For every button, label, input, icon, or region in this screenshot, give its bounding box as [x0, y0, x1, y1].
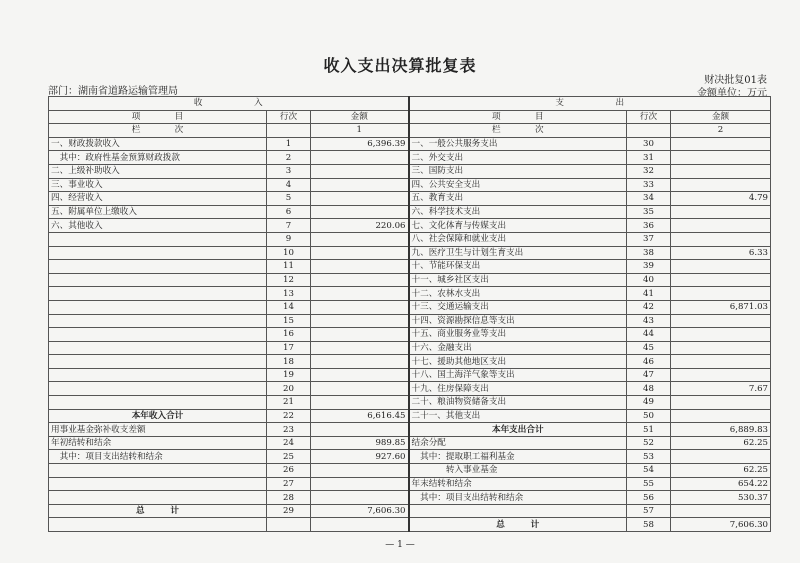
income-amount-cell	[311, 368, 409, 382]
expense-item-header: 项 目	[409, 110, 627, 124]
page-number: — 1 —	[385, 540, 415, 550]
income-name-cell	[49, 300, 267, 314]
income-name-cell: 本年收入合计	[49, 409, 267, 423]
expense-line-cell: 47	[627, 368, 671, 382]
expense-line-cell: 34	[627, 192, 671, 206]
income-line-cell: 10	[267, 246, 311, 260]
income-line-cell: 7	[267, 219, 311, 233]
expense-name-cell: 十八、国土海洋气象等支出	[409, 368, 627, 382]
expense-name-cell: 一、一般公共服务支出	[409, 137, 627, 151]
expense-name-cell: 七、文化体育与传媒支出	[409, 219, 627, 233]
expense-amount-cell	[671, 328, 771, 342]
expense-name-cell: 十七、援助其他地区支出	[409, 355, 627, 369]
income-name-cell: 二、上级补助收入	[49, 164, 267, 178]
expense-line-cell: 39	[627, 260, 671, 274]
table-row	[49, 355, 771, 369]
income-name-cell	[49, 464, 267, 478]
expense-name-cell: 三、国防支出	[409, 164, 627, 178]
expense-line-cell: 33	[627, 178, 671, 192]
budget-table	[48, 96, 771, 532]
expense-line-cell: 57	[627, 504, 671, 518]
table-row	[49, 423, 771, 437]
expense-name-cell: 二、外交支出	[409, 151, 627, 165]
income-line-cell: 13	[267, 287, 311, 301]
expense-name-cell: 十二、农林水支出	[409, 287, 627, 301]
table-row	[49, 368, 771, 382]
income-amount-cell	[311, 314, 409, 328]
table-row	[49, 409, 771, 423]
income-name-cell: 四、经营收入	[49, 192, 267, 206]
income-amount-cell	[311, 477, 409, 491]
income-line-cell: 29	[267, 504, 311, 518]
expense-amount-cell: 6.33	[671, 246, 771, 260]
income-name-cell	[49, 491, 267, 505]
expense-line-cell: 35	[627, 205, 671, 219]
table-row	[49, 232, 771, 246]
income-name-cell	[49, 328, 267, 342]
income-amount-cell	[311, 464, 409, 478]
income-name-cell	[49, 246, 267, 260]
income-line-cell: 2	[267, 151, 311, 165]
income-amount-cell	[311, 355, 409, 369]
table-row	[49, 464, 771, 478]
expense-line-cell: 44	[627, 328, 671, 342]
table-row	[49, 273, 771, 287]
income-line-cell: 20	[267, 382, 311, 396]
expense-name-cell: 四、公共安全支出	[409, 178, 627, 192]
income-amount-cell: 7,606.30	[311, 504, 409, 518]
form-code: 财决批复01表	[704, 75, 767, 86]
expense-amount-cell	[671, 504, 771, 518]
income-line-cell: 4	[267, 178, 311, 192]
expense-line-cell: 41	[627, 287, 671, 301]
expense-name-cell: 十五、商业服务业等支出	[409, 328, 627, 342]
expense-name-cell: 五、教育支出	[409, 192, 627, 206]
income-amount-cell	[311, 151, 409, 165]
income-header: 收 入	[49, 97, 409, 111]
table-row	[49, 450, 771, 464]
expense-name-cell: 结余分配	[409, 436, 627, 450]
income-name-cell: 一、财政拨款收入	[49, 137, 267, 151]
expense-amount-cell: 7,606.30	[671, 518, 771, 532]
table-row	[49, 246, 771, 260]
income-line-cell: 22	[267, 409, 311, 423]
expense-line-cell: 40	[627, 273, 671, 287]
expense-amount-cell: 6,889.83	[671, 423, 771, 437]
income-line-cell: 19	[267, 368, 311, 382]
income-name-cell: 三、事业收入	[49, 178, 267, 192]
expense-amount-cell	[671, 178, 771, 192]
income-amount-cell: 6,396.39	[311, 137, 409, 151]
table-row	[49, 477, 771, 491]
income-line-cell: 12	[267, 273, 311, 287]
table-row	[49, 341, 771, 355]
expense-amount-cell: 62.25	[671, 464, 771, 478]
income-name-cell: 总 计	[49, 504, 267, 518]
expense-amount-cell: 4.79	[671, 192, 771, 206]
income-line-cell: 5	[267, 192, 311, 206]
income-column-number: 1	[311, 124, 409, 138]
expense-line-cell: 31	[627, 151, 671, 165]
department-label: 部门：湖南省道路运输管理局	[48, 86, 178, 97]
expense-amount-cell	[671, 450, 771, 464]
expense-amount-cell	[671, 409, 771, 423]
expense-amount-cell	[671, 341, 771, 355]
expense-name-cell: 其中：提取职工福利基金	[409, 450, 627, 464]
amount-unit: 金额单位：万元	[697, 88, 767, 99]
table-row	[49, 436, 771, 450]
income-line-cell: 3	[267, 164, 311, 178]
table-row	[49, 382, 771, 396]
expense-name-cell: 年末结转和结余	[409, 477, 627, 491]
income-line-header: 行次	[267, 110, 311, 124]
income-name-cell: 其中：项目支出结转和结余	[49, 450, 267, 464]
expense-amount-cell	[671, 137, 771, 151]
expense-line-header: 行次	[627, 110, 671, 124]
expense-amount-header: 金额	[671, 110, 771, 124]
expense-name-cell: 九、医疗卫生与计划生育支出	[409, 246, 627, 260]
expense-amount-cell	[671, 368, 771, 382]
income-line-cell: 16	[267, 328, 311, 342]
income-name-cell	[49, 287, 267, 301]
income-line-cell: 9	[267, 232, 311, 246]
income-amount-cell: 927.60	[311, 450, 409, 464]
expense-line-cell: 58	[627, 518, 671, 532]
table-row	[49, 205, 771, 219]
expense-name-cell: 转入事业基金	[409, 464, 627, 478]
expense-amount-cell	[671, 205, 771, 219]
income-line-cell	[267, 518, 311, 532]
expense-amount-cell: 62.25	[671, 436, 771, 450]
income-amount-cell: 989.85	[311, 436, 409, 450]
expense-name-cell: 十一、城乡社区支出	[409, 273, 627, 287]
expense-name-cell: 总 计	[409, 518, 627, 532]
income-name-cell: 其中：政府性基金预算财政拨款	[49, 151, 267, 165]
table-row	[49, 178, 771, 192]
income-line-cell: 1	[267, 137, 311, 151]
table-row	[49, 260, 771, 274]
expense-name-cell	[409, 504, 627, 518]
income-amount-cell: 220.06	[311, 219, 409, 233]
expense-line-cell: 46	[627, 355, 671, 369]
expense-amount-cell	[671, 151, 771, 165]
income-amount-cell	[311, 232, 409, 246]
expense-amount-cell	[671, 164, 771, 178]
income-amount-cell	[311, 287, 409, 301]
expense-amount-cell: 7.67	[671, 382, 771, 396]
expense-name-cell: 六、科学技术支出	[409, 205, 627, 219]
income-line-cell: 28	[267, 491, 311, 505]
income-amount-cell	[311, 382, 409, 396]
income-name-cell: 用事业基金弥补收支差额	[49, 423, 267, 437]
expense-amount-cell: 530.37	[671, 491, 771, 505]
expense-name-cell: 二十一、其他支出	[409, 409, 627, 423]
income-amount-header: 金额	[311, 110, 409, 124]
expense-line-cell: 42	[627, 300, 671, 314]
expense-line-cell: 36	[627, 219, 671, 233]
income-line-cell: 21	[267, 396, 311, 410]
income-name-cell	[49, 382, 267, 396]
income-line-cell: 17	[267, 341, 311, 355]
expense-name-cell: 十六、金融支出	[409, 341, 627, 355]
table-row	[49, 328, 771, 342]
income-name-cell	[49, 477, 267, 491]
income-line-cell: 11	[267, 260, 311, 274]
table-row	[49, 287, 771, 301]
income-amount-cell	[311, 164, 409, 178]
income-line-cell: 27	[267, 477, 311, 491]
income-column-label: 栏 次	[49, 124, 267, 138]
income-amount-cell	[311, 518, 409, 532]
expense-column-label: 栏 次	[409, 124, 627, 138]
expense-column-number: 2	[671, 124, 771, 138]
income-amount-cell	[311, 205, 409, 219]
expense-amount-cell: 6,871.03	[671, 300, 771, 314]
income-name-cell: 六、其他收入	[49, 219, 267, 233]
expense-amount-cell	[671, 232, 771, 246]
expense-line-cell: 53	[627, 450, 671, 464]
income-amount-cell	[311, 328, 409, 342]
income-name-cell	[49, 273, 267, 287]
income-amount-cell	[311, 423, 409, 437]
income-line-cell: 26	[267, 464, 311, 478]
table-row	[49, 491, 771, 505]
income-amount-cell	[311, 246, 409, 260]
expense-amount-cell	[671, 355, 771, 369]
expense-amount-cell: 654.22	[671, 477, 771, 491]
income-item-header: 项 目	[49, 110, 267, 124]
expense-amount-cell	[671, 287, 771, 301]
expense-line-cell: 32	[627, 164, 671, 178]
income-amount-cell	[311, 396, 409, 410]
expense-amount-cell	[671, 396, 771, 410]
income-amount-cell	[311, 178, 409, 192]
expense-name-cell: 十九、住房保障支出	[409, 382, 627, 396]
table-row	[49, 137, 771, 151]
expense-line-cell: 45	[627, 341, 671, 355]
expense-line-cell: 49	[627, 396, 671, 410]
expense-line-cell: 54	[627, 464, 671, 478]
income-name-cell	[49, 341, 267, 355]
income-name-cell: 年初结转和结余	[49, 436, 267, 450]
income-amount-cell	[311, 300, 409, 314]
income-line-cell: 25	[267, 450, 311, 464]
income-name-cell	[49, 232, 267, 246]
table-row	[49, 518, 771, 532]
expense-line-cell: 48	[627, 382, 671, 396]
income-name-cell	[49, 368, 267, 382]
table-row	[49, 504, 771, 518]
income-name-cell	[49, 396, 267, 410]
expense-line-cell: 38	[627, 246, 671, 260]
table-row	[49, 219, 771, 233]
income-name-cell: 五、附属单位上缴收入	[49, 205, 267, 219]
income-name-cell	[49, 314, 267, 328]
income-line-cell: 6	[267, 205, 311, 219]
income-amount-cell	[311, 491, 409, 505]
expense-line-cell: 51	[627, 423, 671, 437]
expense-amount-cell	[671, 273, 771, 287]
expense-header: 支 出	[409, 97, 771, 111]
expense-name-cell: 二十、粮油物资储备支出	[409, 396, 627, 410]
income-amount-cell	[311, 273, 409, 287]
table-row	[49, 164, 771, 178]
income-amount-cell	[311, 192, 409, 206]
table-row	[49, 192, 771, 206]
income-amount-cell	[311, 341, 409, 355]
table-row	[49, 300, 771, 314]
expense-name-cell: 八、社会保障和就业支出	[409, 232, 627, 246]
income-line-cell: 14	[267, 300, 311, 314]
income-name-cell	[49, 355, 267, 369]
expense-line-cell: 37	[627, 232, 671, 246]
income-amount-cell: 6,616.45	[311, 409, 409, 423]
table-row	[49, 314, 771, 328]
expense-amount-cell	[671, 260, 771, 274]
income-amount-cell	[311, 260, 409, 274]
expense-line-cell: 56	[627, 491, 671, 505]
expense-amount-cell	[671, 219, 771, 233]
expense-amount-cell	[671, 314, 771, 328]
expense-line-cell: 43	[627, 314, 671, 328]
income-name-cell	[49, 518, 267, 532]
expense-line-cell: 55	[627, 477, 671, 491]
expense-line-cell: 30	[627, 137, 671, 151]
expense-name-cell: 十、节能环保支出	[409, 260, 627, 274]
expense-name-cell: 十四、资源勘探信息等支出	[409, 314, 627, 328]
page-title: 收入支出决算批复表	[323, 56, 477, 75]
income-line-cell: 18	[267, 355, 311, 369]
income-line-cell: 23	[267, 423, 311, 437]
income-name-cell	[49, 260, 267, 274]
expense-name-cell: 其中：项目支出结转和结余	[409, 491, 627, 505]
expense-line-cell: 52	[627, 436, 671, 450]
table-row	[49, 396, 771, 410]
income-line-cell: 24	[267, 436, 311, 450]
table-row	[49, 151, 771, 165]
income-line-cell: 15	[267, 314, 311, 328]
expense-line-cell: 50	[627, 409, 671, 423]
expense-name-cell: 本年支出合计	[409, 423, 627, 437]
expense-name-cell: 十三、交通运输支出	[409, 300, 627, 314]
